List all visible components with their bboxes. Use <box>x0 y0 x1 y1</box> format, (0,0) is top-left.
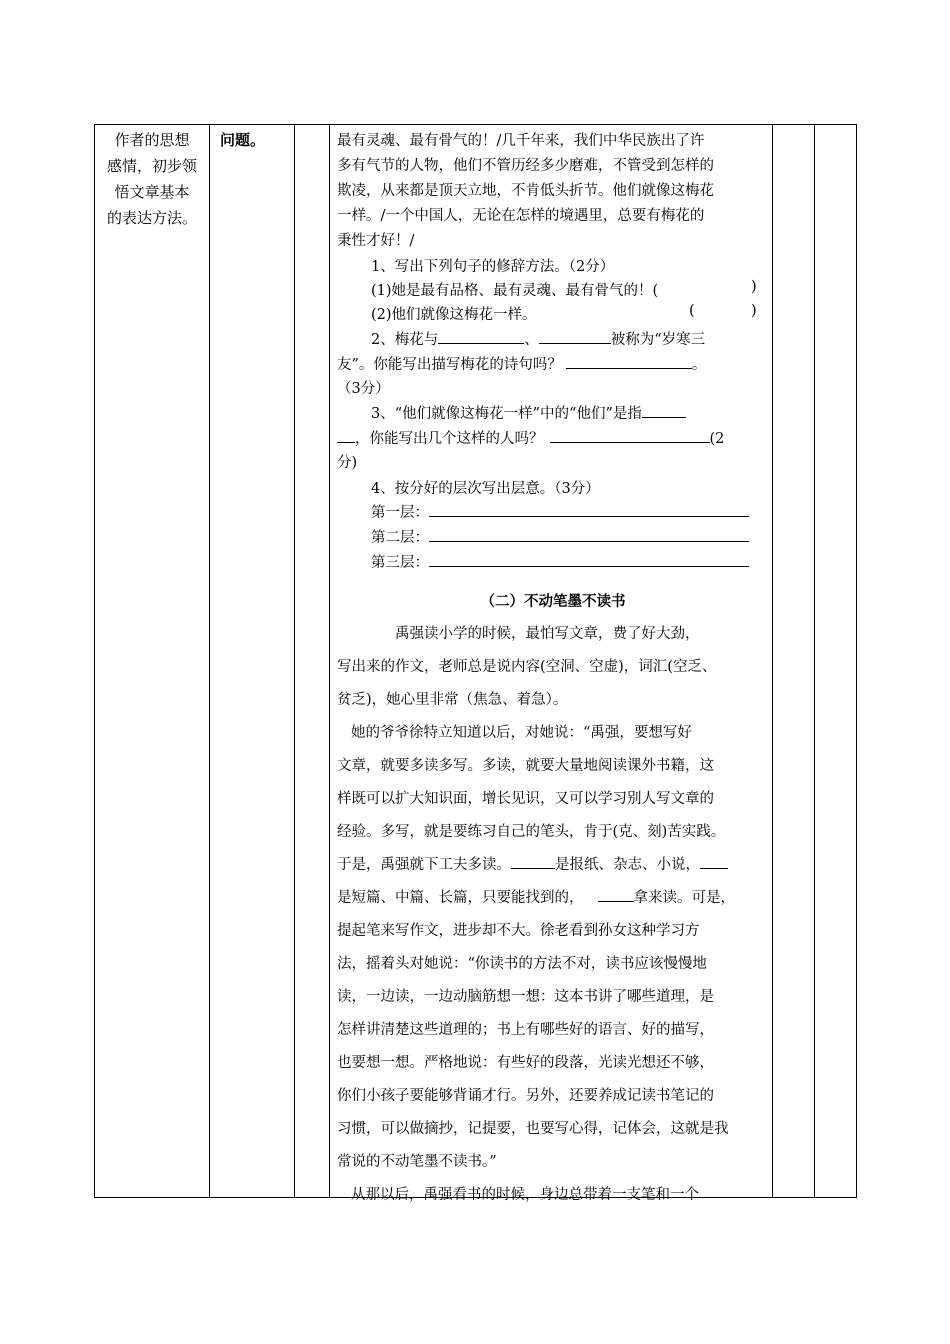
story-line: 你们小孩子要能够背诵才行。另外，还要养成记读书笔记的 <box>337 1088 714 1104</box>
story-line: 禹强读小学的时候，最怕写文章，费了好大劲， <box>395 626 700 642</box>
question-1a-close: ) <box>751 279 757 295</box>
story-line: 常说的不动笔墨不读书。” <box>337 1154 497 1170</box>
goal-line: 作者的思想 <box>114 131 190 149</box>
answer-blank[interactable] <box>511 854 555 869</box>
section-2-title: （二）不动笔墨不读书 <box>480 594 626 610</box>
answer-blank[interactable] <box>642 403 686 418</box>
q2-text: 2、梅花与 <box>371 332 439 348</box>
layer-1-row <box>371 501 749 522</box>
question-2-line2 <box>337 353 706 374</box>
question-4-stem: 4、按分好的层次写出层意。（3分） <box>371 481 600 497</box>
story-text: 于是，禹强就下工夫多读。 <box>337 857 511 873</box>
q2-text: 友”。你能写出描写梅花的诗句吗？ <box>337 357 562 373</box>
story-line <box>337 886 769 907</box>
q2-text: 。 <box>691 357 707 373</box>
answer-blank[interactable] <box>429 502 749 517</box>
goal-line: 的表达方法。 <box>106 209 197 227</box>
learning-goal-cell <box>95 125 209 231</box>
answer-blank[interactable] <box>429 552 749 567</box>
column-divider <box>814 125 815 1197</box>
column-divider <box>209 125 210 1197</box>
layer-3-row <box>371 551 749 572</box>
q3-text: (2 <box>709 431 725 447</box>
story-line: 提起笔来写作文，进步却不大。徐老看到孙女这种学习方 <box>337 923 700 939</box>
answer-blank[interactable] <box>438 329 524 344</box>
lesson-table <box>94 124 857 1203</box>
question-1a: (1)她是最有品格、最有灵魂、最有骨气的！( <box>371 283 659 299</box>
question-2-line1 <box>371 328 705 349</box>
layer-label: 第三层： <box>371 555 429 571</box>
passage-line: 秉性才好！/ <box>337 233 415 249</box>
story-line: 样既可以扩大知识面，增长见识，又可以学习别人写文章的 <box>337 791 714 807</box>
story-line: 习惯，可以做摘抄，记提要，也要写心得，记体会，这就是我 <box>337 1121 729 1137</box>
story-text: 是短篇、中篇、长篇，只要能找到的， <box>337 890 584 906</box>
method-cell: 问题。 <box>220 131 266 149</box>
answer-blank[interactable] <box>566 354 692 369</box>
answer-blank[interactable] <box>598 887 634 902</box>
story-line: 从那以后，禹强看书的时候，身边总带着一支笔和一个 <box>351 1187 699 1203</box>
column-divider <box>294 125 295 1197</box>
q2-text: 被称为“岁寒三 <box>610 332 706 348</box>
answer-blank[interactable] <box>550 428 710 443</box>
question-3-line2 <box>337 427 724 448</box>
answer-blank[interactable] <box>337 428 355 443</box>
column-divider <box>772 125 773 1197</box>
q2-text: 、 <box>524 332 539 348</box>
story-text: 拿来读。可是， <box>633 890 735 906</box>
passage-line: 多有气节的人物，他们不管历经多少磨难，不管受到怎样的 <box>337 158 714 174</box>
question-3-line1 <box>371 402 686 423</box>
story-line: 读，一边读，一边动脑筋想一想：这本书讲了哪些道理，是 <box>337 989 714 1005</box>
question-2-line3: （3分） <box>337 381 390 397</box>
story-text: 是报纸、杂志、小说， <box>555 857 700 873</box>
story-line: 她的爷爷徐特立知道以后，对她说：“禹强，要想写好 <box>351 725 692 741</box>
passage-line: 一样。/一个中国人，无论在怎样的境遇里，总要有梅花的 <box>337 208 705 224</box>
passage-line: 欺凌，从来都是顶天立地，不肯低头折节。他们就像这梅花 <box>337 183 714 199</box>
story-line: 经验。多写，就是要练习自己的笔头，肯于(克、刻)苦实践。 <box>337 824 726 840</box>
question-1-stem: 1、写出下列句子的修辞方法。（2分） <box>371 259 615 275</box>
story-line: 文章，就要多读多写。多读，就要大量地阅读课外书籍，这 <box>337 758 714 774</box>
answer-blank[interactable] <box>429 527 749 542</box>
question-1b: (2)他们就像这梅花一样。 <box>371 307 537 323</box>
story-line: 怎样讲清楚这些道理的；书上有哪些好的语言、好的描写， <box>337 1022 714 1038</box>
story-line: 法，摇着头对她说：“你读书的方法不对，读书应该慢慢地 <box>337 956 707 972</box>
q3-text: 3、“他们就像这梅花一样”中的“他们”是指 <box>371 406 642 422</box>
q3-text: ，你能写出几个这样的人吗？ <box>355 431 544 447</box>
answer-blank[interactable] <box>539 329 611 344</box>
answer-blank[interactable] <box>700 854 728 869</box>
goal-line: 感情，初步领 <box>106 157 197 175</box>
story-line: 也要想一想。严格地说：有些好的段落，光读光想还不够， <box>337 1055 714 1071</box>
goal-line: 悟文章基本 <box>114 183 190 201</box>
question-3-line3: 分) <box>337 455 358 471</box>
story-line: 贫乏)，她心里非常（焦急、着急）。 <box>337 692 568 708</box>
question-1b-close: ) <box>751 303 757 319</box>
layer-2-row <box>371 526 749 547</box>
story-line: 写出来的作文，老师总是说内容(空洞、空虚)，词汇(空乏、 <box>337 659 717 675</box>
layer-label: 第二层： <box>371 530 429 546</box>
story-line <box>337 853 769 874</box>
question-1b-open: ( <box>689 303 695 319</box>
column-divider <box>329 125 330 1197</box>
passage-line: 最有灵魂、最有骨气的！/几千年来，我们中华民族出了许 <box>337 133 705 149</box>
layer-label: 第一层： <box>371 505 429 521</box>
